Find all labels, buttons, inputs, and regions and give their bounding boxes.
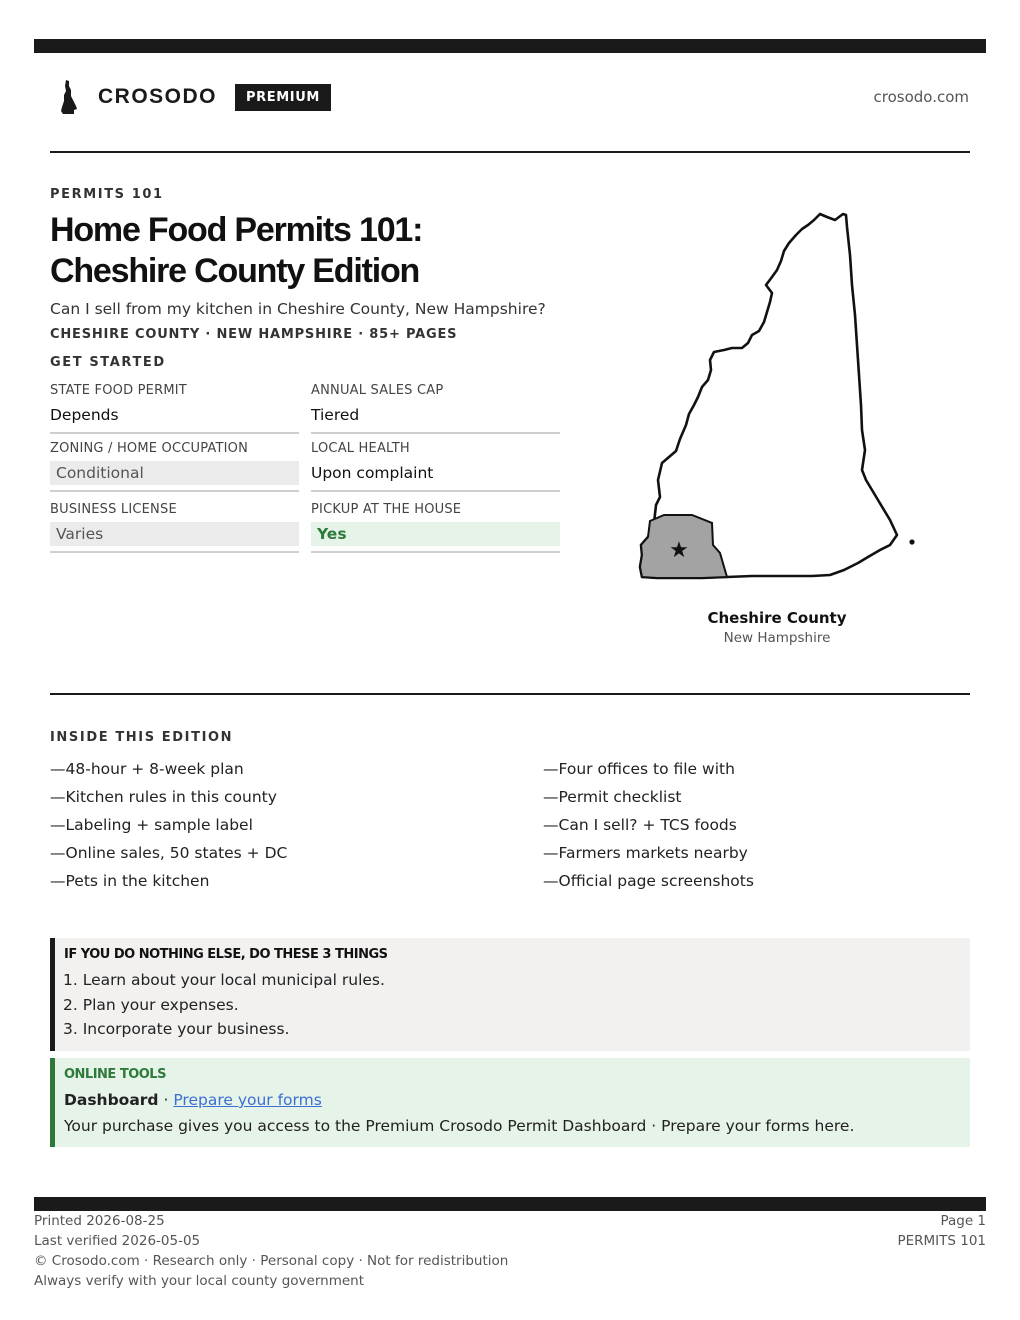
toc-item: —Official page screenshots [543, 872, 754, 890]
cell-divider [50, 432, 299, 434]
three-things-callout [50, 938, 970, 1051]
bottom-bar [34, 1197, 986, 1211]
cell-state-food-permit [50, 383, 299, 434]
page-meta: CHESHIRE COUNTY · NEW HAMPSHIRE · 85+ PAGES [50, 327, 458, 342]
header-divider [50, 151, 970, 153]
dot-separator: · [163, 1091, 169, 1109]
verify-note: Always verify with your local county government [34, 1273, 364, 1289]
toc-left [50, 758, 287, 898]
map-county-name: Cheshire County [707, 609, 847, 627]
cell-value: Varies [50, 522, 299, 546]
get-started-label: GET STARTED [50, 355, 166, 370]
toc-item: —Four offices to file with [543, 760, 735, 778]
page-title-line-2: Cheshire County Edition [50, 252, 420, 290]
callout-item: 2. Plan your expenses. [63, 996, 239, 1014]
toc-item: —48-hour + 8-week plan [50, 760, 244, 778]
top-bar [34, 39, 986, 53]
cell-divider [50, 490, 299, 492]
page-number: Page 1 [940, 1213, 986, 1229]
inside-label: INSIDE THIS EDITION [50, 730, 234, 745]
cell-value: Conditional [50, 461, 299, 485]
cell-label: LOCAL HEALTH [311, 441, 410, 456]
callout-item: 1. Learn about your local municipal rules. [63, 971, 385, 989]
star-icon: ★ [669, 538, 689, 563]
callout-heading: IF YOU DO NOTHING ELSE, DO THESE 3 THINGS [64, 947, 388, 962]
brand-name: CROSODO [98, 85, 218, 108]
section-divider [50, 693, 970, 695]
callout-item: 3. Incorporate your business. [63, 1020, 290, 1038]
copyright-note: © Crosodo.com · Research only · Personal copy · Not for redistribution [34, 1253, 509, 1269]
page-title-line-1: Home Food Permits 101: [50, 211, 423, 249]
cell-divider [311, 551, 560, 553]
dashboard-label: Dashboard [64, 1091, 159, 1109]
toc-right [543, 758, 754, 898]
map-state-name: New Hampshire [723, 630, 831, 646]
prepare-forms-link[interactable]: Prepare your forms [173, 1091, 322, 1109]
cell-label: ANNUAL SALES CAP [311, 383, 444, 398]
kicker: PERMITS 101 [50, 187, 164, 202]
cell-label: STATE FOOD PERMIT [50, 383, 187, 398]
dashboard-line [64, 1091, 322, 1109]
toc-item: —Farmers markets nearby [543, 844, 748, 862]
page-subtitle: Can I sell from my kitchen in Cheshire County, New Hampshire? [50, 300, 546, 318]
cell-annual-sales-cap [311, 383, 560, 434]
state-logo-icon [60, 80, 78, 114]
verified-date: Last verified 2026-05-05 [34, 1233, 201, 1249]
page-title [50, 210, 610, 292]
brand[interactable] [60, 80, 331, 114]
cell-pickup [311, 502, 560, 553]
cell-label: PICKUP AT THE HOUSE [311, 502, 462, 517]
cell-zoning [50, 441, 299, 492]
cell-local-health [311, 441, 560, 492]
callout-heading: ONLINE TOOLS [64, 1067, 166, 1082]
toc-item: —Online sales, 50 states + DC [50, 844, 288, 862]
toc-item: —Pets in the kitchen [50, 872, 210, 890]
cell-value: Upon complaint [311, 464, 434, 482]
footer-section: PERMITS 101 [897, 1233, 986, 1249]
cell-value: Yes [311, 522, 560, 546]
toc-item: —Can I sell? + TCS foods [543, 816, 737, 834]
map-caption [632, 609, 922, 646]
cell-label: BUSINESS LICENSE [50, 502, 177, 517]
site-url[interactable]: crosodo.com [873, 88, 969, 106]
cell-business-license [50, 502, 299, 553]
toc-item: —Labeling + sample label [50, 816, 253, 834]
cell-label: ZONING / HOME OCCUPATION [50, 441, 249, 456]
toc-item: —Kitchen rules in this county [50, 788, 277, 806]
cell-divider [50, 551, 299, 553]
online-tools-callout [50, 1058, 970, 1147]
toc-item: —Permit checklist [543, 788, 682, 806]
island-dot [909, 539, 914, 544]
printed-date: Printed 2026-08-25 [34, 1213, 165, 1229]
premium-badge: PREMIUM [235, 84, 331, 111]
cell-divider [311, 432, 560, 434]
state-map [632, 205, 922, 585]
cell-value: Depends [50, 406, 119, 424]
cell-value: Tiered [311, 406, 360, 424]
online-tools-body: Your purchase gives you access to the Premium Crosodo Permit Dashboard · Prepare your forms here. [64, 1117, 855, 1135]
cell-divider [311, 490, 560, 492]
